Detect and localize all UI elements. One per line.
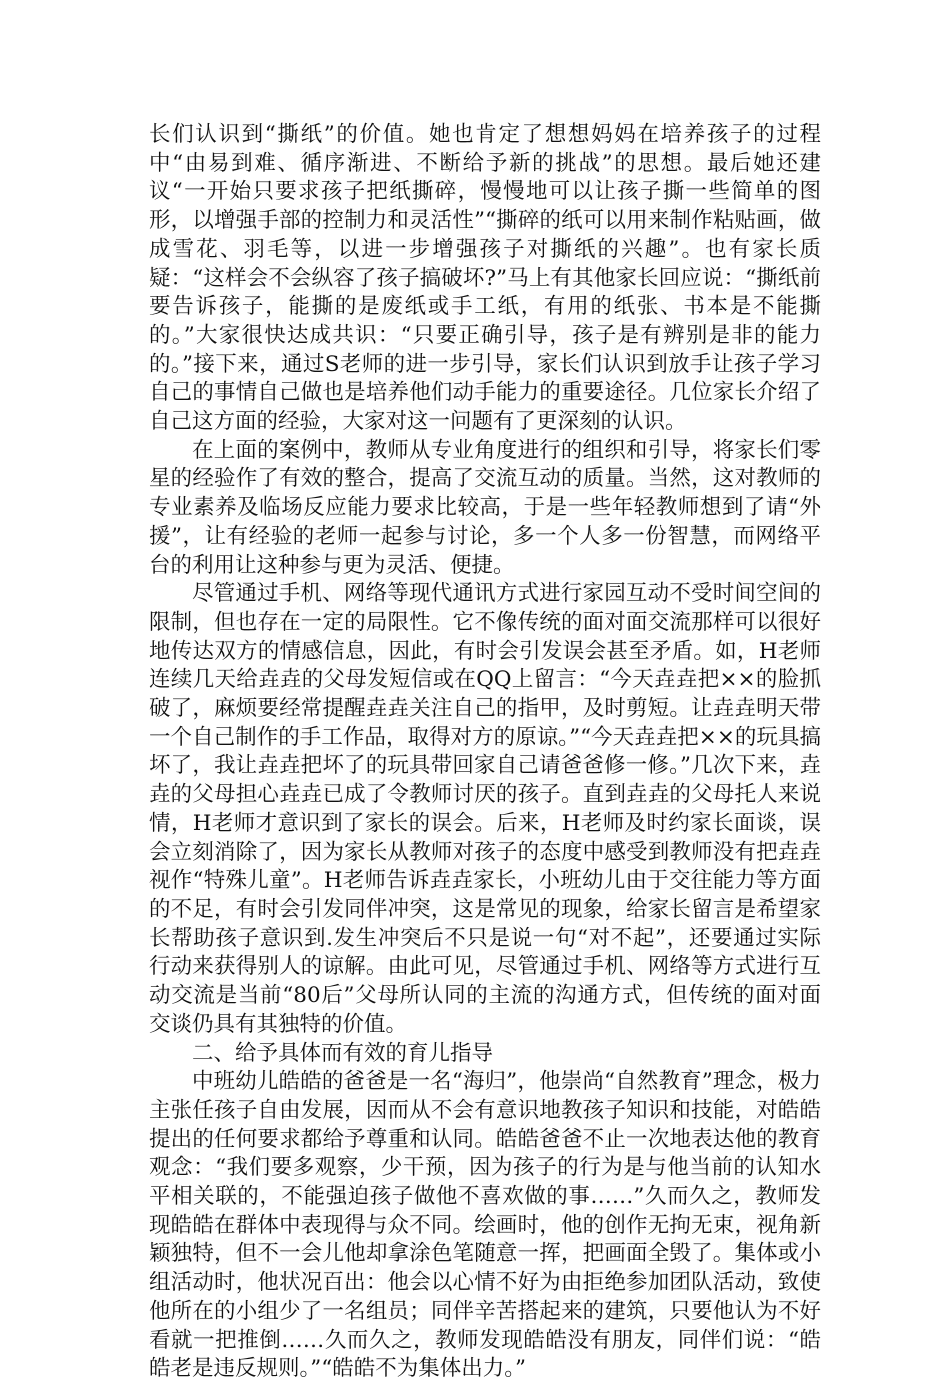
paragraph-case-analysis: 在上面的案例中，教师从专业角度进行的组织和引导，将家长们零星的经验作了有效的整合，提高了交流互动的质量。当然，这对教师的专业素养及临场反应能力要求比较高，于是一些年轻教师想到了请“外援”，让有经验的老师一起参与讨论，多一个人多一份智慧，而网络平台的利用让这种参与更为灵活、便捷。 (149, 437, 821, 578)
paragraph-continuation: 长们认识到“撕纸”的价值。她也肯定了想想妈妈在培养孩子的过程中“由易到难、循序渐进、不断给予新的挑战”的思想。最后她还建议“一开始只要求孩子把纸撕碎，慢慢地可以让孩子撕一些简单的图形，以增强手部的控制力和灵活性”“撕碎的纸可以用来制作粘贴画，做成雪花、羽毛等，以进一步增强孩子对撕纸的兴趣”。也有家长质疑：“这样会不会纵容了孩子搞破坏?”马上有其他家长回应说：“撕纸前要告诉孩子，能撕的是废纸或手工纸，有用的纸张、书本是不能撕的。”大家很快达成共识：“只要正确引导，孩子是有辨别是非的能力的。”接下来，通过S老师的进一步引导，家长们认识到放手让孩子学习自己的事情自己做也是培养他们动手能力的重要途径。几位家长介绍了自己这方面的经验，大家对这一问题有了更深刻的认识。 (149, 122, 821, 435)
section-heading: 二、给予具体而有效的育儿指导 (192, 1040, 494, 1066)
document-page (149, 121, 821, 1384)
paragraph-haohao-case: 中班幼儿皓皓的爸爸是一名“海归”，他崇尚“自然教育”理念，极力主张任孩子自由发展，因而从不会有意识地教孩子知识和技能，对皓皓提出的任何要求都给予尊重和认同。皓皓爸爸不止一次地表达他的教育观念：“我们要多观察，少干预，因为孩子的行为是与他当前的认知水平相关联的，不能强迫孩子做他不喜欢做的事……”久而久之，教师发现皓皓在群体中表现得与众不同。绘画时，他的创作无拘无束，视角新颖独特，但不一会儿他却拿涂色笔随意一挥，把画面全毁了。集体或小组活动时，他状况百出：他会以心情不好为由拒绝参加团队活动，致使他所在的小组少了一名组员；同伴辛苦搭起来的建筑，只要他认为不好看就一把推倒……久而久之，教师发现皓皓没有朋友，同伴们说：“皓皓老是违反规则。”“皓皓不为集体出力。” (149, 1069, 821, 1382)
paragraph-communication-limits: 尽管通过手机、网络等现代通讯方式进行家园互动不受时间空间的限制，但也存在一定的局限性。它不像传统的面对面交流那样可以很好地传达双方的情感信息，因此，有时会引发误会甚至矛盾。如，H老师连续几天给垚垚的父母发短信或在QQ上留言：“今天垚垚把××的脸抓破了，麻烦要经常提醒垚垚关注自己的指甲，及时剪短。让垚垚明天带一个自己制作的手工作品，取得对方的原谅。”“今天垚垚把××的玩具搞坏了，我让垚垚把坏了的玩具带回家自己请爸爸修一修。”几次下来，垚垚的父母担心垚垚已成了令教师讨厌的孩子。直到垚垚的父母托人来说情，H老师才意识到了家长的误会。后来，H老师及时约家长面谈，误会立刻消除了，因为家长从教师对孩子的态度中感受到教师没有把垚垚视作“特殊儿童”。H老师告诉垚垚家长，小班幼儿由于交往能力等方面的不足，有时会引发同伴冲突，这是常见的现象，给家长留言是希望家长帮助孩子意识到.发生冲突后不只是说一句“对不起”，还要通过实际行动来获得别人的谅解。由此可见，尽管通过手机、网络等方式进行互动交流是当前“80后”父母所认同的主流的沟通方式，但传统的面对面交谈仍具有其独特的价值。 (149, 581, 821, 1037)
